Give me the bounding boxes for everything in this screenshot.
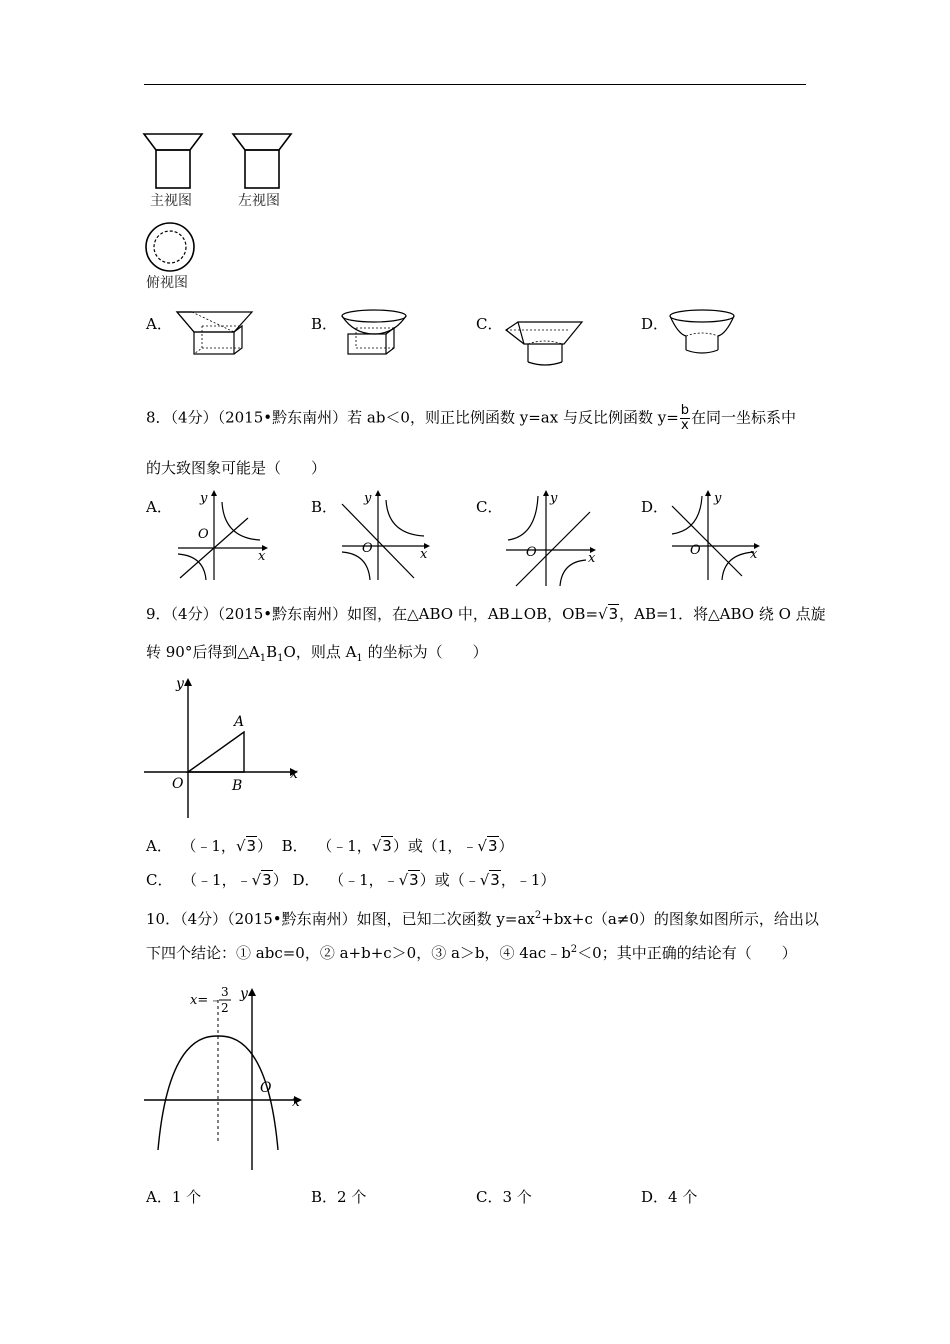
q10-option-b: B．2 个 xyxy=(311,1188,367,1206)
q8-b-origin: O xyxy=(362,541,373,556)
top-view-figure xyxy=(144,221,198,275)
q10-label-y: y xyxy=(240,986,248,1002)
q10-parabola-figure xyxy=(144,978,308,1172)
q10-frac-num: 3 xyxy=(221,985,229,999)
q8-b-y: y xyxy=(364,491,372,506)
q8-a-y: y xyxy=(200,491,208,506)
sqrt-3: √3 xyxy=(251,871,272,889)
q8-a-x: x xyxy=(258,549,266,564)
q9-label-a: A xyxy=(234,714,245,730)
q8-option-c-label: C． xyxy=(476,498,503,516)
sqrt-3: √3 xyxy=(235,837,257,855)
q8-c-y: y xyxy=(550,491,558,506)
front-view-figure xyxy=(142,132,206,192)
q10-frac-den: 2 xyxy=(221,1001,229,1015)
q8-question-line2: 的大致图象可能是（ ） xyxy=(146,459,327,477)
q9-options-row1: A． （﹣1，√3） B． （﹣1，√3）或（1，﹣√3） xyxy=(146,837,514,855)
q7-option-a-figure xyxy=(172,310,256,360)
q8-option-d-graph xyxy=(668,490,768,582)
q9-question-line1: 9．（4分）（2015•黔东南州）如图，在△ABO 中，AB⊥OB，OB=√3，AB=1．将△ABO 绕 O 点旋 xyxy=(146,605,826,623)
q9-options-row2: C． （﹣1，﹣√3） D． （﹣1，﹣√3）或（﹣√3，﹣1） xyxy=(146,871,556,889)
header-rule xyxy=(144,84,806,85)
sqrt-3: √3 xyxy=(477,837,498,855)
q8-b-x: x xyxy=(420,547,428,562)
q8-option-b-graph xyxy=(338,490,438,582)
q8-option-a-label: A． xyxy=(146,498,172,516)
q10-question-line1: 10．（4分）（2015•黔东南州）如图，已知二次函数 $y=ax^2+bx+c(a\ne 0)$的图象如图所示，给出以 xyxy=(146,910,819,928)
q8-fraction: $\frac{b}{x}$ xyxy=(680,403,690,433)
q9-question-line2: 转 90°后得到$\triangle A_1B_1O$，则点 $A_1$ 的坐标为（ ） xyxy=(146,643,488,664)
q7-option-c-figure xyxy=(502,318,586,370)
q7-option-d-label: D． xyxy=(641,315,669,333)
sqrt-3: √3 xyxy=(598,605,619,623)
q9-label-x: x xyxy=(290,766,298,782)
q10-option-c: C．3 个 xyxy=(476,1188,532,1206)
q8-d-origin: O xyxy=(690,543,701,558)
q8-option-d-label: D． xyxy=(641,498,669,516)
q7-option-d-figure xyxy=(666,308,738,360)
q7-option-b-figure xyxy=(338,308,412,358)
q8-d-x: x xyxy=(750,547,758,562)
q10-label-x: x xyxy=(292,1094,300,1110)
q7-option-b-label: B． xyxy=(311,315,338,333)
q10-axis-eq: x=﹣ xyxy=(190,993,222,1008)
front-view-label: 主视图 xyxy=(150,193,192,209)
q8-c-origin: O xyxy=(526,545,537,560)
q8-c-x: x xyxy=(588,551,596,566)
q8-d-y: y xyxy=(714,491,722,506)
q8-option-b-label: B． xyxy=(311,498,338,516)
q8-option-a-graph xyxy=(174,490,274,582)
q9-triangle-figure xyxy=(144,674,304,820)
q10-question-line2: 下四个结论：① abc=0，② a+b+c＞0，③ a＞b，④ $4ac﹣b^2<0$；其中正确的结论有（ ） xyxy=(146,944,797,962)
q8-a-origin: O xyxy=(198,527,209,542)
q9-label-o: O xyxy=(172,776,184,792)
q10-label-o: O xyxy=(260,1080,272,1096)
left-view-figure xyxy=(231,132,295,192)
q8-option-c-graph xyxy=(502,490,602,588)
q9-label-y: y xyxy=(176,676,184,692)
sqrt-3: √3 xyxy=(398,871,419,889)
q10-option-a: A．1 个 xyxy=(146,1188,202,1206)
q9-label-b: B xyxy=(232,778,243,794)
sqrt-3: √3 xyxy=(371,837,392,855)
sqrt-3: √3 xyxy=(479,871,500,889)
left-view-label: 左视图 xyxy=(238,193,280,209)
q7-option-c-label: C． xyxy=(476,315,503,333)
q7-option-a-label: A． xyxy=(146,315,172,333)
q10-option-d: D．4 个 xyxy=(641,1188,698,1206)
q8-question-line1: 8．（4分）（2015•黔东南州）若 ab＜0，则正比例函数 y=ax 与反比例函数 y= $\frac{b}{x}$ 在同一坐标系中 xyxy=(146,403,797,433)
top-view-label: 俯视图 xyxy=(146,275,188,291)
